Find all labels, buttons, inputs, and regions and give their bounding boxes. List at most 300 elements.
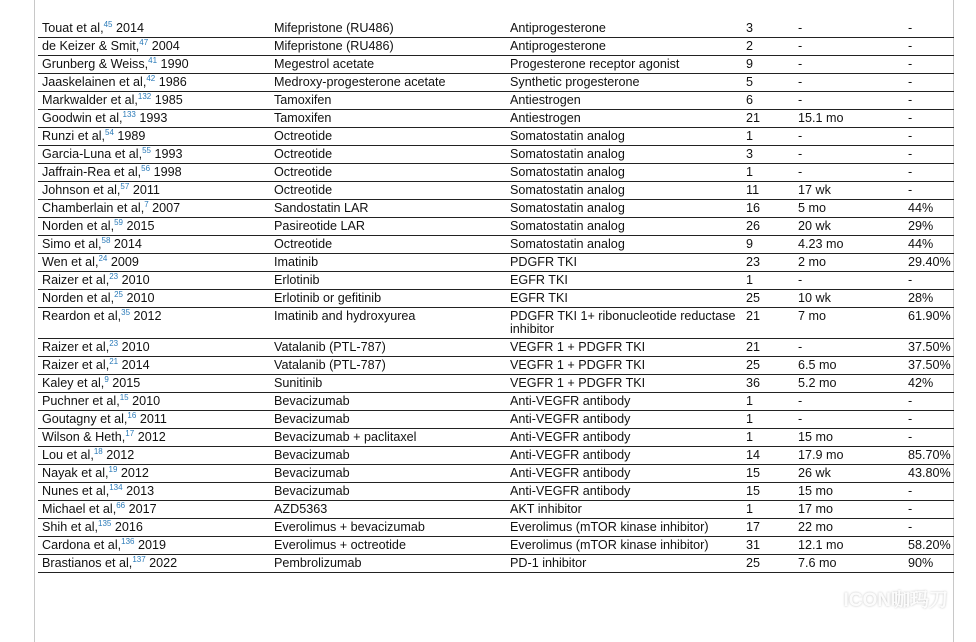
study-year: 2010 [123,291,155,305]
patients-cell: 3 [742,20,794,38]
table-row [38,254,954,272]
pfs-cell: - [794,74,904,92]
author-name: Norden et al, [42,291,115,305]
table-row [38,56,954,74]
wechat-icon [811,589,837,609]
response-cell: - [904,20,954,38]
patients-cell: 25 [742,555,794,573]
drug-cell: Everolimus + bevacizumab [270,519,506,537]
mechanism-cell: PDGFR TKI [506,254,742,272]
pfs-cell: 17 wk [794,182,904,200]
study-year: 1993 [135,111,168,125]
study-year: 2011 [136,412,167,426]
reference-number: 58 [101,235,111,245]
study-year: 2013 [122,484,155,498]
table-row [38,182,954,200]
author-name: Raizer et al, [42,340,110,354]
author-cell [38,38,270,56]
mechanism-cell: Anti-VEGFR antibody [506,411,742,429]
reference-number: 24 [98,253,108,263]
pfs-cell: 17 mo [794,501,904,519]
drug-cell: Bevacizumab [270,393,506,411]
drug-cell: Mifepristone (RU486) [270,20,506,38]
patients-cell: 1 [742,501,794,519]
author-name: Nunes et al, [42,484,110,498]
author-name: Markwalder et al, [42,93,138,107]
mechanism-cell: EGFR TKI [506,272,742,290]
drug-cell: Vatalanib (PTL-787) [270,339,506,357]
author-cell [38,254,270,272]
author-name: Wen et al, [42,255,99,269]
pfs-cell: 22 mo [794,519,904,537]
patients-cell: 11 [742,182,794,200]
table-row [38,393,954,411]
study-year: 2017 [125,502,157,516]
author-name: Michael et al, [42,502,117,516]
response-cell: - [904,38,954,56]
response-cell: 37.50% [904,357,954,375]
response-cell: - [904,411,954,429]
drug-cell: Bevacizumab [270,483,506,501]
patients-cell: 15 [742,483,794,501]
reference-number: 55 [142,145,152,155]
author-cell [38,128,270,146]
table-row [38,272,954,290]
table-row [38,555,954,573]
reference-number: 56 [141,163,151,173]
author-name: Cardona et al, [42,538,122,552]
response-cell: - [904,164,954,182]
reference-number: 23 [109,338,119,348]
study-year: 2011 [129,183,160,197]
mechanism-cell: Synthetic progesterone [506,74,742,92]
response-cell: 44% [904,200,954,218]
patients-cell: 1 [742,128,794,146]
patients-cell: 25 [742,357,794,375]
watermark-text: ICON咖玛刀 [843,590,948,611]
reference-number: 9 [104,374,109,384]
author-cell [38,164,270,182]
table-row [38,339,954,357]
study-year: 1998 [150,165,182,179]
drug-cell: Bevacizumab [270,411,506,429]
author-name: Chamberlain et al, [42,201,145,215]
patients-cell: 21 [742,339,794,357]
drug-cell: Imatinib [270,254,506,272]
patients-cell: 14 [742,447,794,465]
author-name: Raizer et al, [42,273,110,287]
table-row [38,146,954,164]
reference-number: 66 [116,500,126,510]
patients-cell: 36 [742,375,794,393]
pfs-cell: 5.2 mo [794,375,904,393]
reference-number: 137 [132,554,146,564]
reference-number: 54 [105,127,114,137]
patients-cell: 21 [742,110,794,128]
response-cell: - [904,74,954,92]
reference-number: 42 [146,73,156,83]
drug-cell: Everolimus + octreotide [270,537,506,555]
author-cell [38,555,270,573]
mechanism-cell: Somatostatin analog [506,182,742,200]
reference-number: 57 [120,181,130,191]
study-year: 2009 [107,255,139,269]
pfs-cell: 26 wk [794,465,904,483]
reference-number: 21 [109,356,119,366]
patients-cell: 16 [742,200,794,218]
drug-cell: Imatinib and hydroxyurea [270,308,506,339]
mechanism-cell: AKT inhibitor [506,501,742,519]
response-cell: 85.70% [904,447,954,465]
response-cell: 90% [904,555,954,573]
pfs-cell: - [794,146,904,164]
reference-number: 25 [114,289,124,299]
mechanism-cell: PDGFR TKI 1+ ribonucleotide reductase inhibitor [506,308,742,339]
mechanism-cell: VEGFR 1 + PDGFR TKI [506,375,742,393]
reference-number: 15 [119,392,129,402]
study-year: 2007 [148,201,181,215]
response-cell: 29% [904,218,954,236]
pfs-cell: - [794,38,904,56]
response-cell: - [904,483,954,501]
response-cell: - [904,110,954,128]
mechanism-cell: Somatostatin analog [506,146,742,164]
author-cell [38,20,270,38]
author-name: Lou et al, [42,448,94,462]
author-cell [38,447,270,465]
author-name: Brastianos et al, [42,556,133,570]
response-cell: 44% [904,236,954,254]
study-year: 2014 [118,358,150,372]
response-cell: - [904,429,954,447]
mechanism-cell: VEGFR 1 + PDGFR TKI [506,339,742,357]
patients-cell: 3 [742,146,794,164]
study-year: 2012 [134,430,166,444]
patients-cell: 5 [742,74,794,92]
author-name: Puchner et al, [42,394,120,408]
mechanism-cell: Antiestrogen [506,92,742,110]
response-cell: 61.90% [904,308,954,339]
table-row [38,74,954,92]
response-cell: - [904,92,954,110]
mechanism-cell: Anti-VEGFR antibody [506,465,742,483]
author-cell [38,56,270,74]
response-cell: - [904,393,954,411]
drug-cell: Sunitinib [270,375,506,393]
study-year: 2019 [134,538,166,552]
table-row [38,483,954,501]
pfs-cell: 12.1 mo [794,537,904,555]
response-cell: 28% [904,290,954,308]
author-cell [38,465,270,483]
study-year: 2014 [112,21,145,35]
author-cell [38,74,270,92]
response-cell: - [904,272,954,290]
mechanism-cell: Anti-VEGFR antibody [506,429,742,447]
drug-cell: AZD5363 [270,501,506,519]
mechanism-cell: Antiprogesterone [506,20,742,38]
drug-cell: Octreotide [270,164,506,182]
pfs-cell: - [794,56,904,74]
table-row [38,411,954,429]
table-row [38,447,954,465]
author-cell [38,411,270,429]
mechanism-cell: Somatostatin analog [506,200,742,218]
pfs-cell: 2 mo [794,254,904,272]
author-cell [38,272,270,290]
pfs-cell: 15 mo [794,429,904,447]
patients-cell: 1 [742,164,794,182]
drug-cell: Sandostatin LAR [270,200,506,218]
study-year: 2012 [130,309,162,323]
study-year: 2012 [102,448,135,462]
author-cell [38,290,270,308]
reference-number: 45 [103,20,113,29]
pfs-cell: 20 wk [794,218,904,236]
pfs-cell: - [794,92,904,110]
mechanism-cell: Progesterone receptor agonist [506,56,742,74]
drug-cell: Bevacizumab [270,465,506,483]
table-row [38,92,954,110]
drug-cell: Tamoxifen [270,92,506,110]
author-name: Reardon et al, [42,309,122,323]
pfs-cell: 10 wk [794,290,904,308]
reference-number: 18 [93,446,103,456]
mechanism-cell: PD-1 inhibitor [506,555,742,573]
author-cell [38,483,270,501]
pfs-cell: - [794,164,904,182]
response-cell: 43.80% [904,465,954,483]
patients-cell: 1 [742,393,794,411]
pfs-cell: 5 mo [794,200,904,218]
author-name: Garcia-Luna et al, [42,147,143,161]
mechanism-cell: Everolimus (mTOR kinase inhibitor) [506,537,742,555]
study-year: 1989 [113,129,146,143]
patients-cell: 1 [742,429,794,447]
author-name: Wilson & Heth, [42,430,126,444]
author-name: Simo et al, [42,237,102,251]
author-cell [38,110,270,128]
pfs-cell: 15 mo [794,483,904,501]
response-cell: - [904,146,954,164]
drug-cell: Mifepristone (RU486) [270,38,506,56]
response-cell: - [904,519,954,537]
drug-cell: Erlotinib or gefitinib [270,290,506,308]
author-name: Kaley et al, [42,376,105,390]
author-name: Shih et al, [42,520,99,534]
study-year: 2022 [145,556,178,570]
study-year: 2015 [123,219,155,233]
mechanism-cell: VEGFR 1 + PDGFR TKI [506,357,742,375]
author-cell [38,375,270,393]
study-year: 2010 [128,394,161,408]
study-year: 2004 [148,39,180,53]
patients-cell: 26 [742,218,794,236]
pfs-cell: - [794,20,904,38]
author-cell [38,501,270,519]
study-year: 1990 [157,57,189,71]
table-row [38,375,954,393]
author-name: Goodwin et al, [42,111,123,125]
pfs-cell: 7 mo [794,308,904,339]
author-cell [38,146,270,164]
pfs-cell: 7.6 mo [794,555,904,573]
author-cell [38,519,270,537]
drug-cell: Octreotide [270,146,506,164]
patients-cell: 1 [742,272,794,290]
pfs-cell: - [794,272,904,290]
pfs-cell: 6.5 mo [794,357,904,375]
author-name: Raizer et al, [42,358,110,372]
table-row [38,308,954,339]
patients-cell: 2 [742,38,794,56]
drug-cell: Bevacizumab + paclitaxel [270,429,506,447]
drug-cell: Megestrol acetate [270,56,506,74]
patients-cell: 1 [742,411,794,429]
trials-table [38,20,954,573]
drug-cell: Tamoxifen [270,110,506,128]
table-row [38,218,954,236]
mechanism-cell: Somatostatin analog [506,164,742,182]
author-cell [38,182,270,200]
response-cell: - [904,128,954,146]
drug-cell: Medroxy-progesterone acetate [270,74,506,92]
study-year: 2010 [118,273,150,287]
reference-number: 7 [144,199,149,209]
table-row [38,290,954,308]
drug-cell: Bevacizumab [270,447,506,465]
table-row [38,501,954,519]
author-cell [38,308,270,339]
reference-number: 47 [139,37,149,47]
author-cell [38,429,270,447]
response-cell: - [904,182,954,200]
reference-number: 19 [108,464,118,474]
author-name: Runzi et al, [42,129,105,143]
author-cell [38,339,270,357]
mechanism-cell: Anti-VEGFR antibody [506,483,742,501]
drug-cell: Octreotide [270,128,506,146]
response-cell: 58.20% [904,537,954,555]
study-year: 1986 [155,75,187,89]
table-row [38,110,954,128]
reference-number: 23 [109,271,119,281]
watermark [811,585,948,612]
author-name: Jaaskelainen et al, [42,75,147,89]
drug-cell: Pembrolizumab [270,555,506,573]
drug-cell: Pasireotide LAR [270,218,506,236]
study-year: 2012 [117,466,149,480]
reference-number: 136 [121,536,135,546]
table-body [38,20,954,573]
response-cell: - [904,501,954,519]
patients-cell: 17 [742,519,794,537]
author-name: Jaffrain-Rea et al, [42,165,142,179]
response-cell: - [904,56,954,74]
study-year: 2010 [118,340,150,354]
author-name: Goutagny et al, [42,412,128,426]
study-year: 2014 [110,237,142,251]
mechanism-cell: Somatostatin analog [506,218,742,236]
study-year: 1993 [151,147,183,161]
mechanism-cell: EGFR TKI [506,290,742,308]
mechanism-cell: Antiestrogen [506,110,742,128]
patients-cell: 9 [742,56,794,74]
pfs-cell: 4.23 mo [794,236,904,254]
pfs-cell: - [794,411,904,429]
author-name: de Keizer & Smit, [42,39,140,53]
table-row [38,20,954,38]
reference-number: 135 [98,518,112,528]
reference-number: 133 [122,109,136,119]
mechanism-cell: Somatostatin analog [506,236,742,254]
pfs-cell: - [794,393,904,411]
patients-cell: 21 [742,308,794,339]
table-row [38,429,954,447]
author-cell [38,236,270,254]
study-year: 2015 [108,376,141,390]
table-row [38,38,954,56]
drug-cell: Vatalanib (PTL-787) [270,357,506,375]
reference-number: 41 [148,55,158,65]
author-name: Norden et al, [42,219,115,233]
study-year: 1985 [151,93,183,107]
pfs-cell: - [794,339,904,357]
drug-cell: Octreotide [270,236,506,254]
author-cell [38,92,270,110]
reference-number: 35 [121,307,131,317]
patients-cell: 25 [742,290,794,308]
mechanism-cell: Everolimus (mTOR kinase inhibitor) [506,519,742,537]
author-cell [38,357,270,375]
reference-number: 134 [109,482,123,492]
patients-cell: 23 [742,254,794,272]
author-name: Touat et al, [42,21,104,35]
response-cell: 29.40% [904,254,954,272]
table-row [38,128,954,146]
mechanism-cell: Anti-VEGFR antibody [506,447,742,465]
pfs-cell: - [794,128,904,146]
pfs-cell: 15.1 mo [794,110,904,128]
pfs-cell: 17.9 mo [794,447,904,465]
patients-cell: 9 [742,236,794,254]
reference-number: 59 [114,217,124,227]
author-cell [38,393,270,411]
reference-number: 132 [137,91,152,101]
table-row [38,357,954,375]
author-name: Johnson et al, [42,183,121,197]
patients-cell: 15 [742,465,794,483]
study-year: 2016 [111,520,143,534]
response-cell: 37.50% [904,339,954,357]
patients-cell: 31 [742,537,794,555]
mechanism-cell: Somatostatin analog [506,128,742,146]
author-cell [38,218,270,236]
drug-cell: Erlotinib [270,272,506,290]
mechanism-cell: Antiprogesterone [506,38,742,56]
table-row [38,164,954,182]
table-row [38,519,954,537]
patients-cell: 6 [742,92,794,110]
reference-number: 16 [127,410,137,420]
table-row [38,465,954,483]
mechanism-cell: Anti-VEGFR antibody [506,393,742,411]
author-name: Nayak et al, [42,466,109,480]
table-row [38,236,954,254]
table-row [38,537,954,555]
author-cell [38,200,270,218]
reference-number: 17 [125,428,135,438]
